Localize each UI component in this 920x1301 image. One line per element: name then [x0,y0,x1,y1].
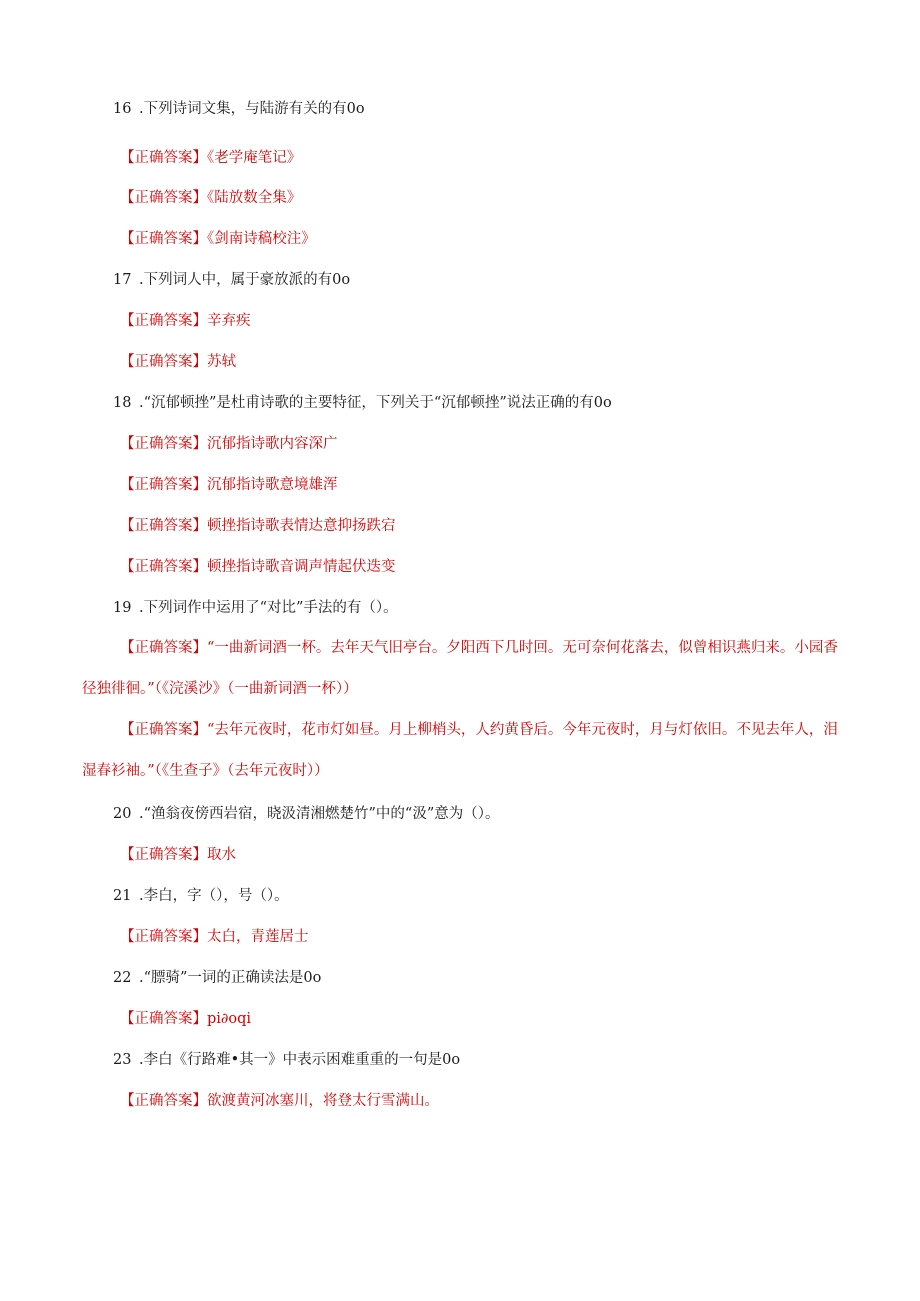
question-text: .下列词人中，属于豪放派的有0o [139,272,351,288]
question-22 [113,968,321,988]
answer: 【正确答案】顿挫指诗歌音调声情起伏迭变 [120,559,396,575]
answer: 【正确答案】辛弃疾 [120,313,251,329]
question-17 [113,270,350,290]
question-text: .“渔翁夜傍西岩宿，晓汲清湘燃楚竹”中的“汲”意为（）。 [139,806,500,822]
answer: 【正确答案】pi∂oqi [120,1011,252,1027]
answer: 【正确答案】《剑南诗稿校注》 [120,231,316,247]
question-16 [113,99,365,119]
question-text: .“沉郁顿挫”是杜甫诗歌的主要特征，下列关于“沉郁顿挫”说法正确的有0o [139,395,612,411]
question-text: .下列词作中运用了“对比”手法的有（）。 [139,600,398,616]
question-number: 21 [113,888,132,904]
answer: 【正确答案】欲渡黄河冰塞川，将登太行雪满山。 [120,1093,439,1109]
long-answer: 【正确答案】“一曲新词酒一杯。去年天气旧亭台。夕阳西下几时回。无可奈何花落去，似曾相识燕归来。小园香径独徘徊。”（《浣溪沙》（一曲新词酒一杯）） [82,640,838,697]
question-number: 18 [113,395,132,411]
answer: 【正确答案】《老学庵笔记》 [120,150,302,166]
question-18 [113,393,612,413]
answer: 【正确答案】《陆放数全集》 [120,190,302,206]
answer: 【正确答案】沉郁指诗歌内容深广 [120,436,338,452]
question-number: 22 [113,970,132,986]
question-number: 19 [113,600,132,616]
answer: 【正确答案】沉郁指诗歌意境雄浑 [120,477,338,493]
answer: 【正确答案】太白，青莲居士 [120,929,309,945]
question-number: 16 [113,101,132,117]
question-23 [113,1050,460,1070]
question-number: 20 [113,806,132,822]
question-text: .下列诗词文集，与陆游有关的有0o [139,101,365,117]
question-number: 17 [113,272,132,288]
answer: 【正确答案】苏轼 [120,354,236,370]
question-20 [113,804,500,824]
answer: 【正确答案】顿挫指诗歌表情达意抑扬跌宕 [120,518,396,534]
question-text: .李白，字（），号（）。 [139,888,289,904]
question-21 [113,886,289,906]
question-text: .“膘骑”一词的正确读法是0o [139,970,322,986]
question-19 [113,598,398,618]
long-answer: 【正确答案】“去年元夜时，花市灯如昼。月上柳梢头，人约黄昏后。今年元夜时，月与灯依旧。不见去年人，泪湿春衫袖。”（《生查子》（去年元夜时）） [82,722,838,779]
question-text: .李白《行路难•其一》中表示困难重重的一句是0o [139,1052,461,1068]
question-number: 23 [113,1052,132,1068]
answer: 【正确答案】取水 [120,847,236,863]
